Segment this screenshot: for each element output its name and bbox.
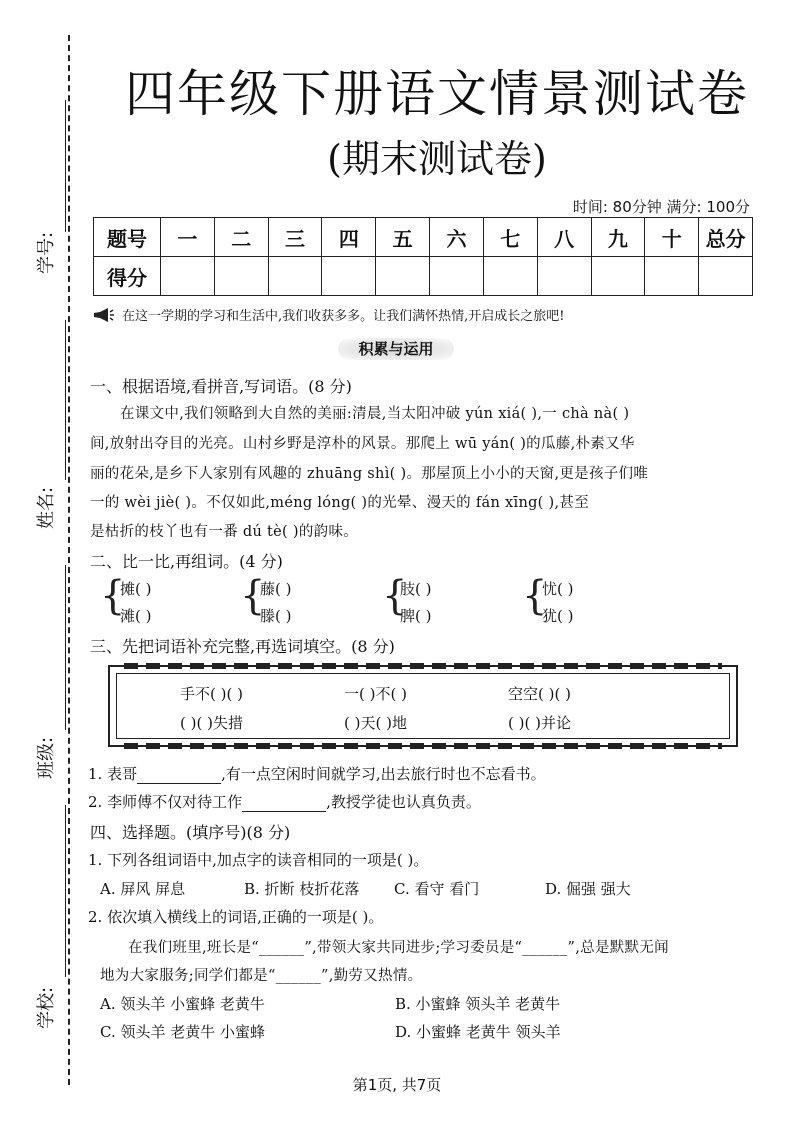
score-input-cell[interactable]	[483, 257, 537, 296]
idiom-blank[interactable]: ( )天( )地	[344, 714, 407, 732]
q2-word[interactable]: 脾( )	[400, 607, 432, 625]
page-subtitle: (期末测试卷)	[327, 137, 547, 181]
option-a[interactable]: A. 领头羊 小蜜蜂 老黄牛	[100, 995, 265, 1013]
page-title: 四年级下册语文情景测试卷	[125, 65, 749, 123]
brace-icon: {	[382, 573, 408, 619]
name-field[interactable]	[18, 320, 68, 530]
q2-word[interactable]: 肢( )	[400, 580, 432, 598]
option-b[interactable]: B. 小蜜蜂 领头羊 老黄牛	[395, 995, 561, 1013]
answer-blank[interactable]	[242, 797, 326, 812]
student-id-label: 学号:	[36, 231, 58, 275]
q1-line: 间,放射出夺目的光亮。山村乡野是淳朴的风景。那爬上 wū yán( )的瓜藤,朴素又华	[90, 436, 635, 452]
sentence-prefix: 2. 李师傅不仅对待工作	[88, 793, 243, 811]
score-input-cell[interactable]	[645, 257, 699, 296]
option-c[interactable]: C. 领头羊 老黄牛 小蜜蜂	[100, 1023, 266, 1041]
megaphone-icon	[92, 307, 114, 323]
q1-line: 在课文中,我们领略到大自然的美丽:清晨,当太阳冲破 yún xiá( ),一 chà nà( )	[120, 406, 630, 422]
q2-title: 二、比一比,再组词。(4 分)	[90, 552, 283, 571]
score-table	[93, 217, 753, 296]
q3-sentence-2	[88, 791, 481, 812]
name-label: 姓名:	[36, 486, 58, 530]
table-cell: 得分	[94, 257, 161, 296]
binding-dashed-line	[68, 35, 70, 1085]
idiom-blank[interactable]: 手不( )( )	[180, 685, 243, 703]
table-cell: 十	[645, 218, 699, 257]
score-table-score-row	[94, 257, 753, 296]
time-score-info: 时间: 80分钟 满分: 100分	[572, 198, 750, 216]
brace-icon: {	[100, 573, 126, 619]
class-line	[65, 565, 66, 730]
q3-title: 三、先把词语补充完整,再选词填空。(8 分)	[90, 637, 395, 656]
answer-blank[interactable]	[137, 769, 221, 784]
score-input-cell[interactable]	[430, 257, 484, 296]
table-cell: 六	[430, 218, 484, 257]
notice	[92, 305, 565, 324]
score-input-cell[interactable]	[591, 257, 645, 296]
q4-title: 四、选择题。(填序号)(8 分)	[90, 823, 291, 842]
q2-word[interactable]: 滩( )	[120, 607, 152, 625]
table-cell: 九	[591, 218, 645, 257]
sentence-prefix: 1. 表哥	[88, 765, 138, 783]
table-cell: 二	[214, 218, 268, 257]
brace-icon: {	[522, 573, 548, 619]
q2-word[interactable]: 犹( )	[542, 607, 574, 625]
q2-word[interactable]: 忧( )	[542, 580, 574, 598]
q3-sentence-1	[88, 763, 546, 784]
score-input-cell[interactable]	[268, 257, 322, 296]
score-input-cell[interactable]	[322, 257, 376, 296]
idiom-blank[interactable]: ( )( )失措	[180, 714, 243, 732]
score-input-cell[interactable]	[376, 257, 430, 296]
idiom-blank[interactable]: 一( )不( )	[344, 685, 407, 703]
table-cell: 一	[161, 218, 215, 257]
sentence-suffix: ,教授学徒也认真负责。	[326, 793, 481, 811]
q1-line: 一的 wèi jiè( )。不仅如此,méng lóng( )的光晕、漫天的 fán xīng( ),甚至	[90, 495, 589, 511]
option-a[interactable]: A. 屏风 屏息	[100, 880, 186, 898]
q1-line: 丽的花朵,是乡下人家别有风趣的 zhuāng shì( )。那屋顶上小小的天窗,更是孩子们唯	[90, 466, 649, 482]
student-id-field[interactable]	[18, 100, 68, 275]
table-cell: 八	[537, 218, 591, 257]
q2-word[interactable]: 摊( )	[120, 580, 152, 598]
school-label: 学校:	[36, 986, 58, 1030]
brace-icon: {	[240, 573, 266, 619]
score-input-cell[interactable]	[214, 257, 268, 296]
table-cell: 总分	[699, 218, 753, 257]
idiom-blank[interactable]: 空空( )( )	[508, 685, 571, 703]
option-d[interactable]: D. 小蜜蜂 老黄牛 领头羊	[395, 1023, 561, 1041]
score-input-cell[interactable]	[699, 257, 753, 296]
q4-item-2: 2. 依次填入横线上的词语,正确的一项是( )。	[88, 908, 384, 926]
class-field[interactable]	[18, 565, 68, 780]
table-cell: 四	[322, 218, 376, 257]
school-field[interactable]	[18, 805, 68, 1030]
table-cell: 三	[268, 218, 322, 257]
table-cell: 七	[483, 218, 537, 257]
sentence-suffix: ,有一点空闲时间就学习,出去旅行时也不忘看书。	[221, 765, 546, 783]
q4-item-2-text: 在我们班里,班长是“______”,带领大家共同进步;学习委员是“______”,总是默默无闻	[128, 940, 669, 956]
q4-item-2-text: 地为大家服务;同学们都是“______”,勤劳又热情。	[100, 968, 423, 984]
q2-word[interactable]: 滕( )	[260, 607, 292, 625]
score-input-cell[interactable]	[537, 257, 591, 296]
score-table-header-row	[94, 218, 753, 257]
notice-text: 在这一学期的学习和生活中,我们收获多多。让我们满怀热情,开启成长之旅吧!	[122, 309, 565, 324]
name-line	[65, 320, 66, 480]
q2-word[interactable]: 藤( )	[260, 580, 292, 598]
student-id-line	[65, 100, 66, 232]
q4-item-1: 1. 下列各组词语中,加点字的读音相同的一项是( )。	[88, 851, 429, 869]
page-footer: 第1页, 共7页	[352, 1076, 442, 1094]
q1-title: 一、根据语境,看拼音,写词语。(8 分)	[90, 377, 352, 396]
q1-line: 是枯折的枝丫也有一番 dú tè( )的韵味。	[90, 524, 359, 540]
score-input-cell[interactable]	[161, 257, 215, 296]
word-box	[108, 665, 738, 747]
option-b[interactable]: B. 折断 枝折花落	[244, 880, 360, 898]
option-c[interactable]: C. 看守 看门	[394, 880, 480, 898]
border-decoration	[124, 743, 722, 749]
school-line	[65, 805, 66, 977]
option-d[interactable]: D. 倔强 强大	[545, 880, 631, 898]
idiom-blank[interactable]: ( )( )并论	[508, 714, 571, 732]
table-cell: 五	[376, 218, 430, 257]
section-banner: 积累与运用	[338, 338, 454, 360]
table-cell: 题号	[94, 218, 161, 257]
border-decoration	[124, 663, 722, 669]
class-label: 班级:	[36, 736, 58, 780]
